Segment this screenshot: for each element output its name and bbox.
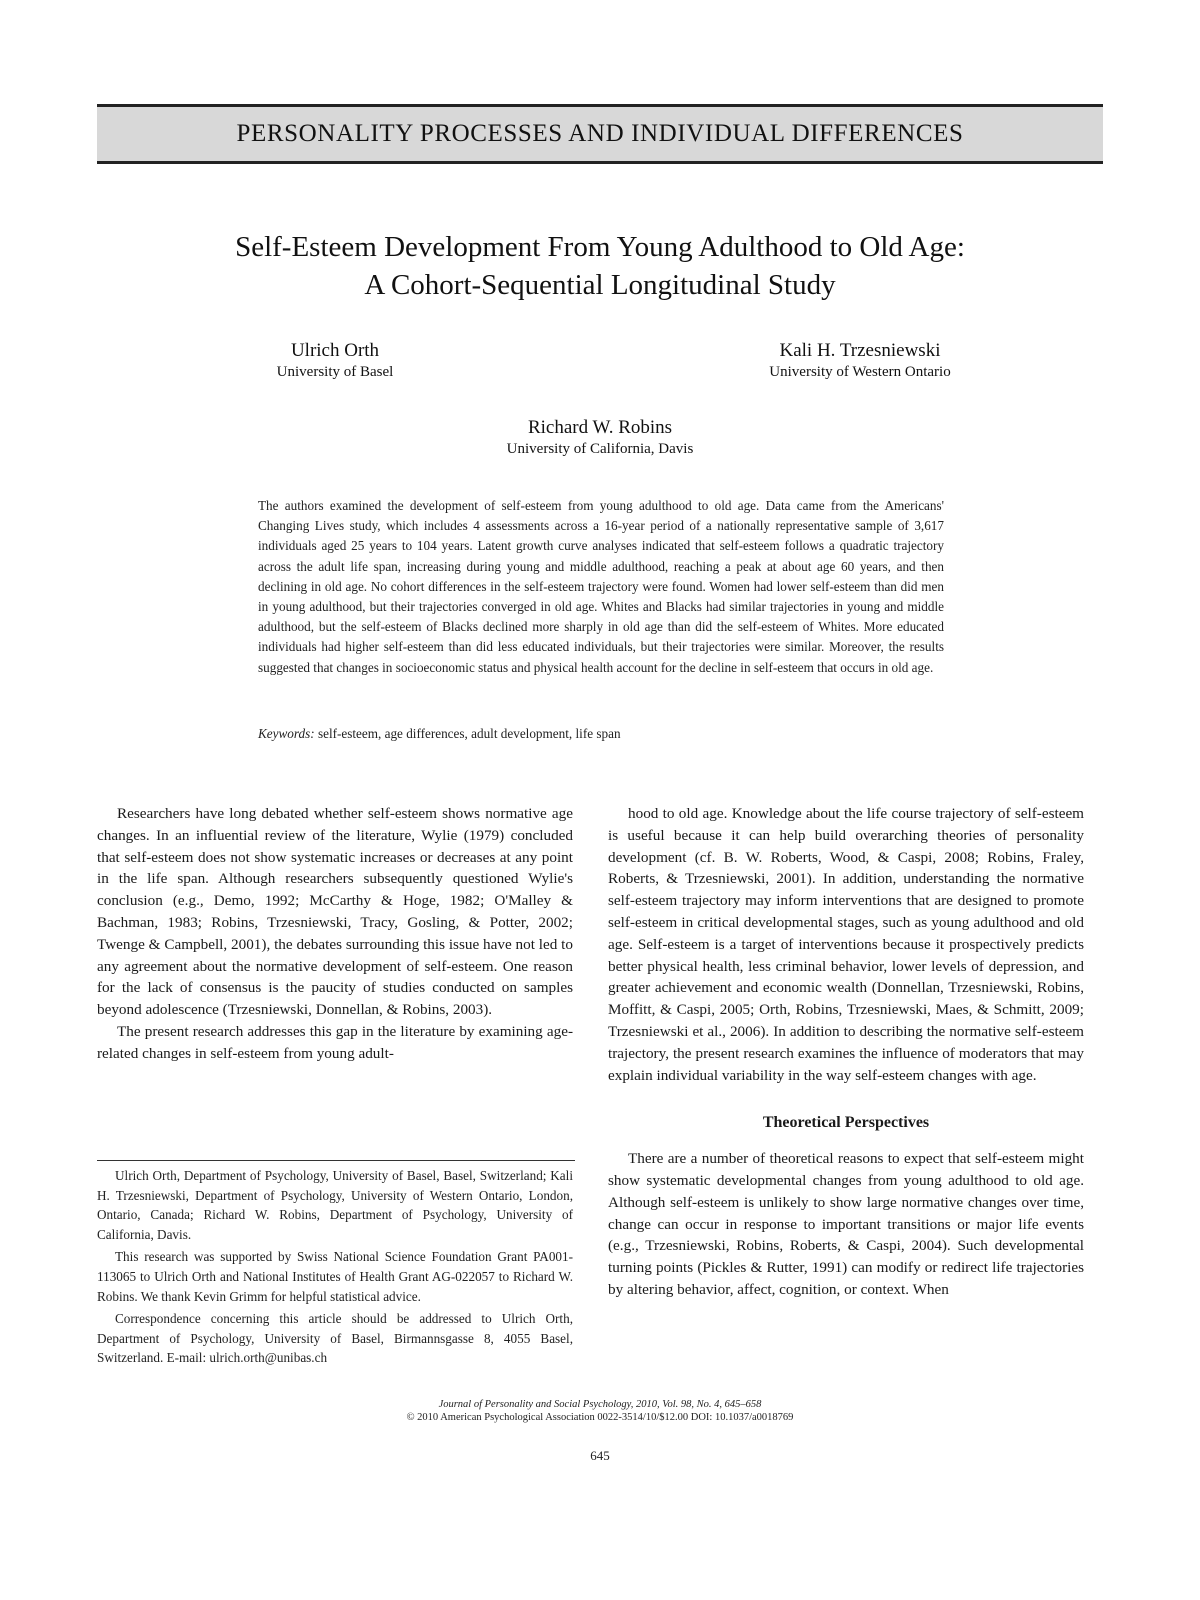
author-block (220, 340, 450, 382)
footnote-divider (97, 1160, 575, 1161)
journal-copyright: © 2010 American Psychological Association 0022-3514/10/$12.00 DOI: 10.1037/a0018769 (406, 1412, 794, 1423)
body-paragraph: hood to old age. Knowledge about the life course trajectory of self-esteem is useful because it can help build overarching theories of personality development (cf. B. W. Roberts, Wood, & Caspi, 2008; Robins, Fraley, Roberts, & Trzesniewski, 2001). In addition, understanding the normative self-esteem trajectory may inform interventions that are designed to promote self-esteem in critical developmental stages, such as young adulthood and old age. Self-esteem is a target of interventions because it prospectively predicts better physical health, less criminal behavior, lower levels of depression, and greater achievement and economic wealth (Donnellan, Trzesniewski, Robins, Moffitt, & Caspi, 2005; Orth, Robins, Trzesniewski, Maes, & Schmitt, 2009; Trzesniewski et al., 2006). In addition to describing the normative self-esteem trajectory, the present research examines the influence of moderators that may explain individual variability in the way self-esteem changes with age. (608, 805, 1084, 1084)
section-heading: Theoretical Perspectives (762, 1114, 930, 1132)
footnote-funding: This research was supported by Swiss National Science Foundation Grant PA001-113065 to Ulrich Orth and National Institutes of Health Grant AG-022057 to Richard W. Robins. We thank Kevin Grimm for helpful statistical advice. (97, 1249, 573, 1304)
author-block (440, 417, 760, 459)
author-name: Richard W. Robins (527, 417, 673, 438)
abstract: The authors examined the development of self-esteem from young adulthood to old age. Data came from the Americans' Changing Lives study, which includes 4 assessments across a 16-year period of a nationally representative sample of 3,617 individuals aged 25 years to 104 years. Latent growth curve analyses indicated that self-esteem follows a quadratic trajectory across the adult life span, increasing during young and middle adulthood, reaching a peak at about age 60 years, and then declining in old age. No cohort differences in the self-esteem trajectory were found. Women had lower self-esteem than did men in young adulthood, but their trajectories converged in old age. Whites and Blacks had similar trajectories in young and middle adulthood, but the self-esteem of Blacks declined more sharply in old age than did the self-esteem of Whites. More educated individuals had higher self-esteem than did less educated individuals, but their trajectories were similar. Moreover, the results suggested that changes in socioeconomic status and physical health account for the decline in self-esteem that occurs in old age. (258, 498, 944, 675)
author-note (97, 1166, 573, 1371)
author-affiliation: University of California, Davis (506, 441, 694, 457)
author-name: Kali H. Trzesniewski (779, 340, 941, 361)
body-column-left (97, 803, 573, 1065)
keywords (258, 724, 944, 744)
journal-citation: Journal of Personality and Social Psychology, 2010, Vol. 98, No. 4, 645–658 (438, 1399, 762, 1410)
journal-info (300, 1398, 900, 1424)
page-number: 645 (590, 1448, 610, 1463)
body-column-right (608, 803, 1084, 1301)
footnote-correspondence: Correspondence concerning this article should be addressed to Ulrich Orth, Department of Psychology, University of Basel, Birmannsgasse 8, 4055 Basel, Switzerland. E-mail: ulrich.orth@unibas.ch (97, 1311, 573, 1366)
title-line-1: Self-Esteem Development From Young Adulthood to Old Age: (235, 231, 965, 263)
body-paragraph: The present research addresses this gap in the literature by examining age-related changes in self-esteem from young adult- (97, 1022, 573, 1062)
article-title (100, 228, 1100, 304)
section-header: PERSONALITY PROCESSES AND INDIVIDUAL DIFFERENCES (97, 104, 1103, 164)
keywords-label: Keywords: (258, 726, 315, 741)
title-line-2: A Cohort-Sequential Longitudinal Study (364, 269, 836, 301)
author-affiliation: University of Basel (276, 364, 394, 380)
author-affiliation: University of Western Ontario (769, 364, 951, 380)
body-paragraph: Researchers have long debated whether self-esteem shows normative age changes. In an influential review of the literature, Wylie (1979) concluded that self-esteem does not show systematic increases or decreases at any point in the life span. Although researchers subsequently questioned Wylie's conclusion (e.g., Demo, 1992; McCarthy & Hoge, 1982; O'Malley & Bachman, 1983; Robins, Trzesniewski, Tracy, Gosling, & Potter, 2002; Twenge & Campbell, 2001), the debates surrounding this issue have not led to any agreement about the normative development of self-esteem. One reason for the lack of consensus is the paucity of studies conducted on samples beyond adolescence (Trzesniewski, Donnellan, & Robins, 2003). (97, 805, 573, 1019)
keywords-text: self-esteem, age differences, adult development, life span (317, 726, 621, 741)
author-name: Ulrich Orth (290, 340, 380, 361)
author-block (700, 340, 1020, 382)
footnote-affiliations: Ulrich Orth, Department of Psychology, University of Basel, Basel, Switzerland; Kali H. Trzesniewski, Department of Psychology, University of Western Ontario, London, Ontario, Canada; Richard W. Robins, Department of Psychology, University of California, Davis. (97, 1168, 573, 1242)
body-paragraph: There are a number of theoretical reasons to expect that self-esteem might show systematic developmental changes from young adulthood to old age. Although self-esteem is unlikely to show large normative changes over time, change can occur in response to important transitions or major life events (e.g., Trzesniewski, Robins, Roberts, & Caspi, 2004). Such developmental turning points (Pickles & Rutter, 1991) can modify or redirect life trajectories by altering behavior, affect, cognition, or context. When (608, 1150, 1084, 1298)
